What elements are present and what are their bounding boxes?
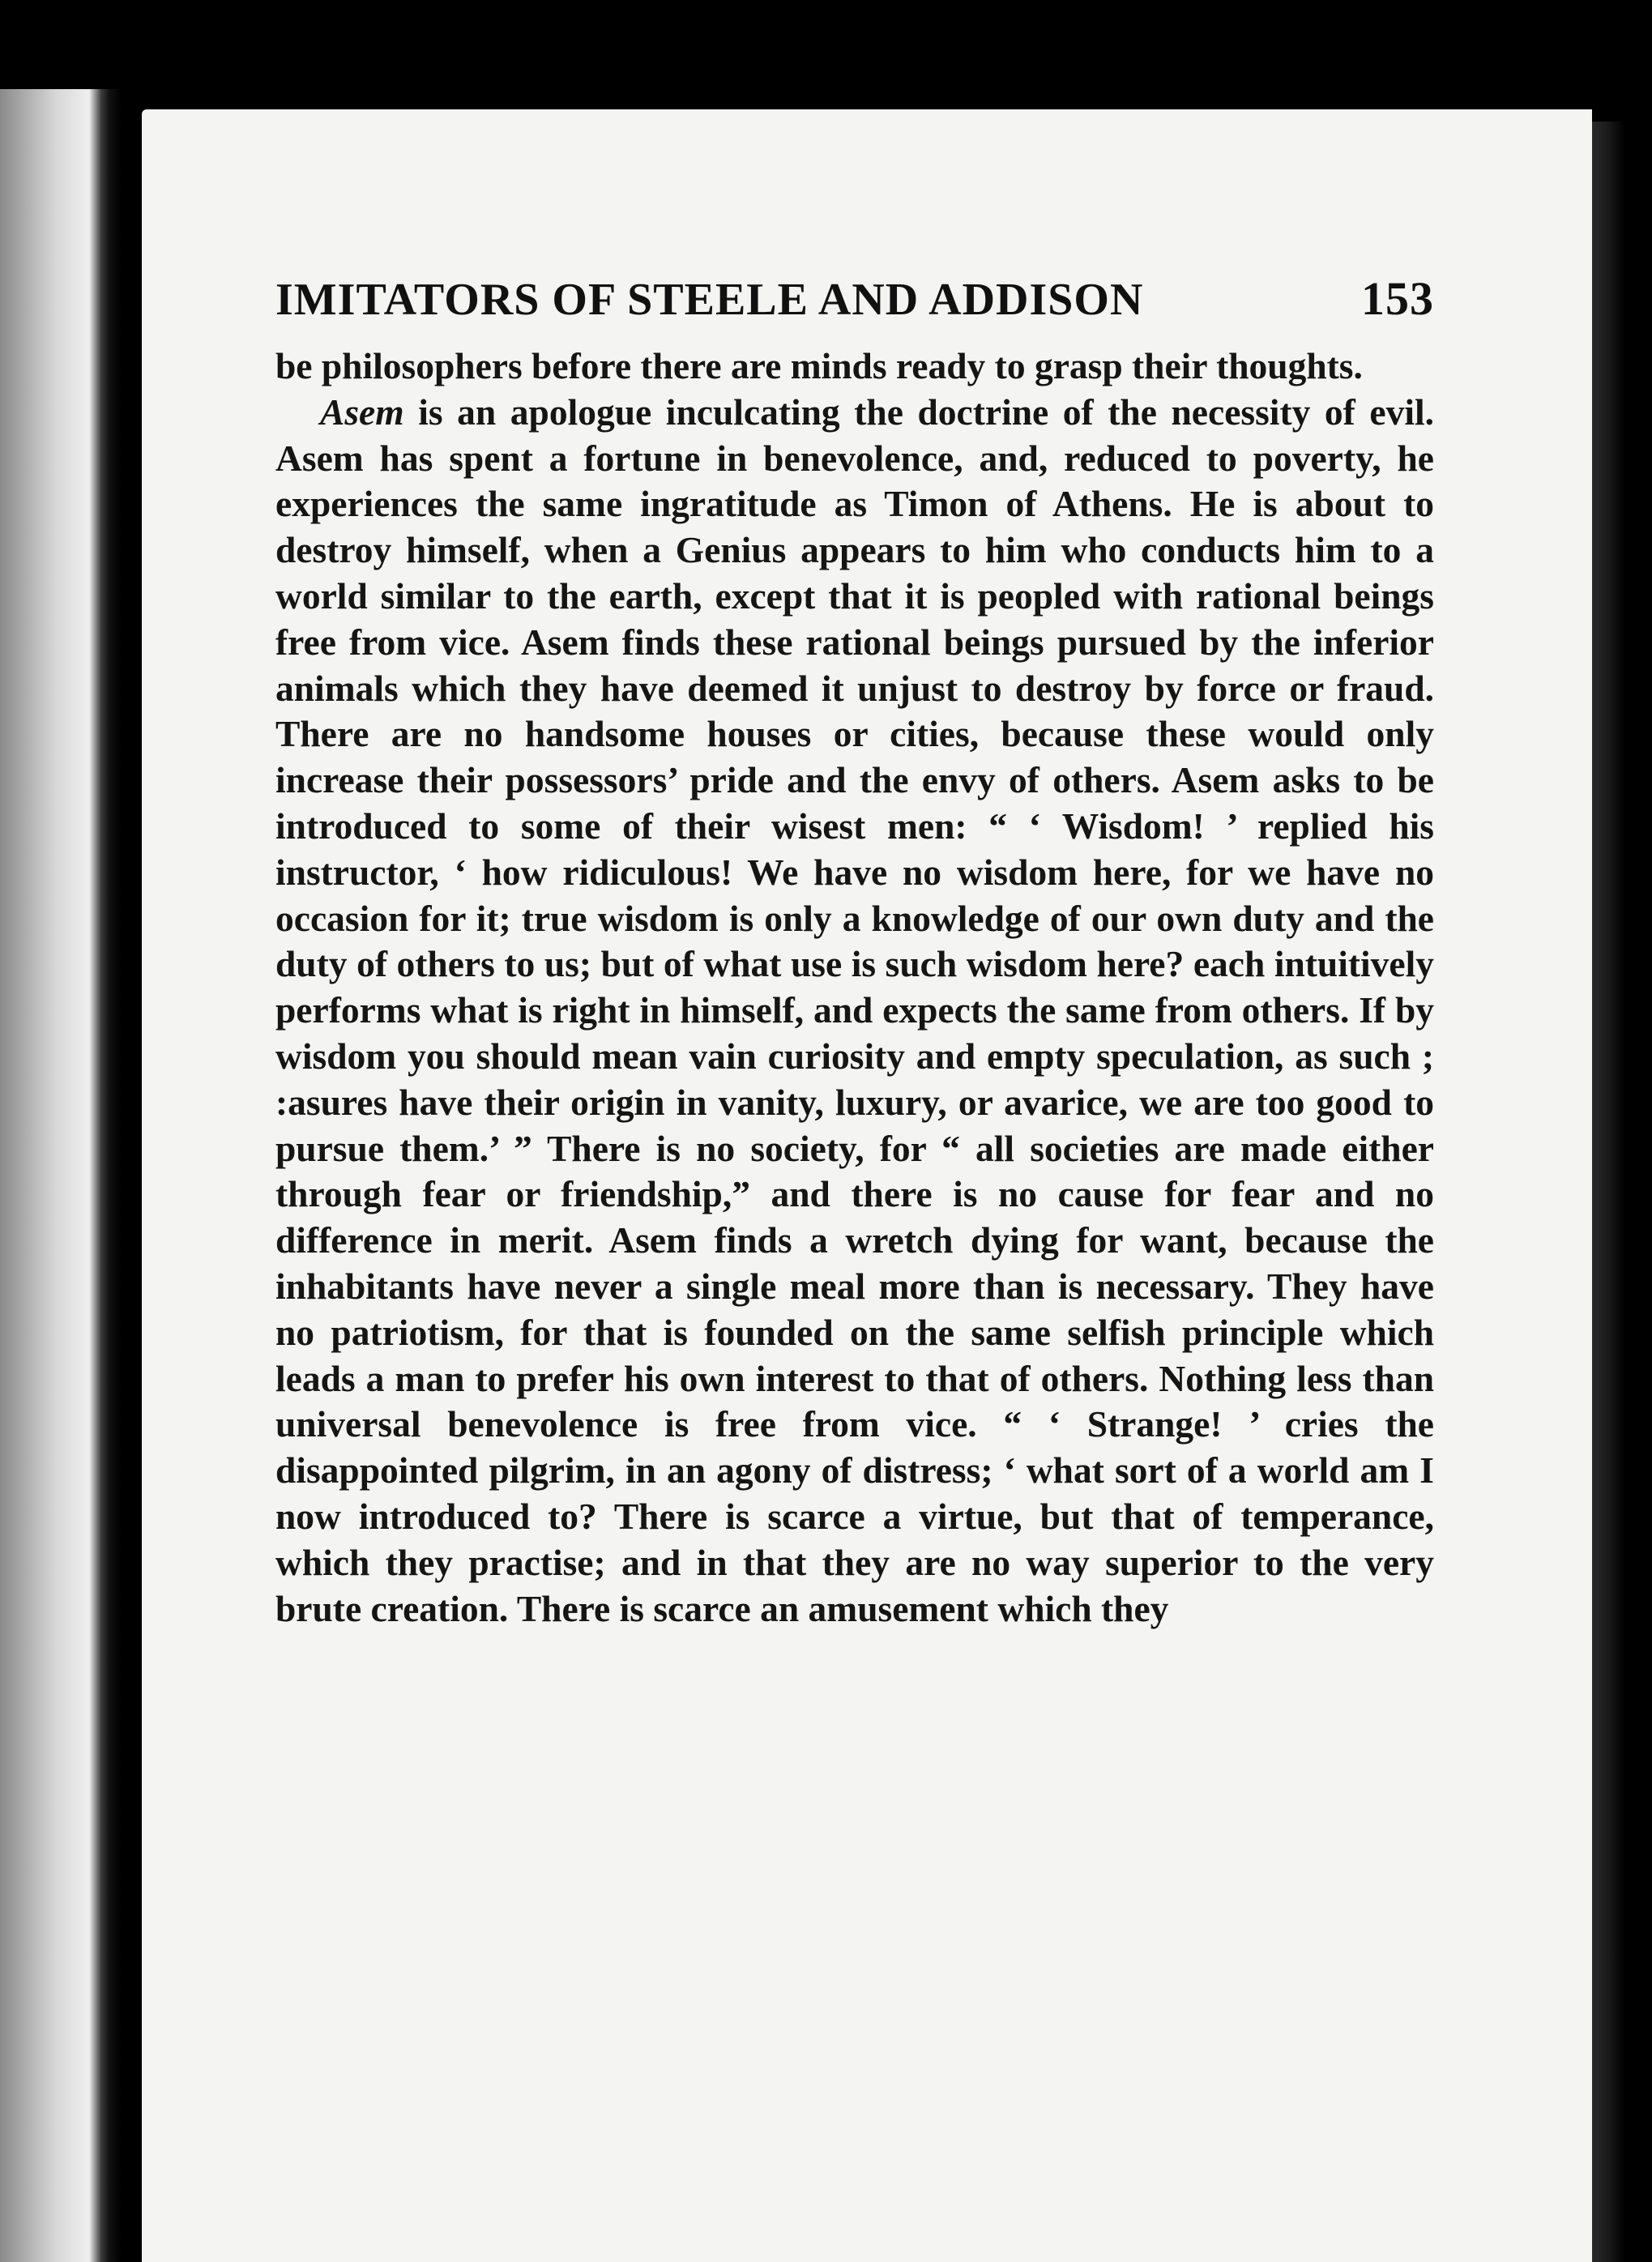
paragraph-asem xyxy=(275,390,1434,1632)
paragraph-continuation: be philosophers before there are minds ready to grasp their thoughts. xyxy=(275,345,1363,386)
page-number: 153 xyxy=(1361,272,1434,325)
book-page xyxy=(142,109,1592,2262)
page-content xyxy=(275,271,1434,1632)
scan-left-margin xyxy=(0,89,122,2262)
paragraph-asem-text: is an apologue inculcating the doctrine of the necessity of evil. Asem has spent a fortune in benevolence, and, reduced to poverty, he experiences the same ingratitude as Timon of Athens. He is about to destroy himself, when a Genius appears to him who conducts him to a world similar to the earth, except that it is peopled with rational beings free from vice. Asem finds these rational beings pursued by the inferior animals which they have deemed it unjust to destroy by force or fraud. There are no handsome houses or cities, because these would only increase their possessors’ pride and the envy of others. Asem asks to be introduced to some of their wisest men: “ ‘ Wisdom! ’ replied his instructor, ‘ how ridiculous! We have no wisdom here, for we have no occasion for it; true wisdom is only a knowledge of our own duty and the duty of others to us; but of what use is such wisdom here? each intuitively performs what is right in himself, and expects the same from others. If by wisdom you should mean vain curiosity and empty speculation, as such ; :asures have their origin in vanity, luxury, or avarice, we are too good to pursue them.’ ” There is no society, for “ all societies are made either through fear or friendship,” and there is no cause for fear and no difference in merit. Asem finds a wretch dying for want, because the inhabitants have never a single meal more than is necessary. They have no patriotism, for that is founded on the same selfish principle which leads a man to prefer his own interest to that of others. Nothing less than universal benevolence is free from vice. “ ‘ Strange! ’ cries the disappointed pilgrim, in an agony of distress; ‘ what sort of a world am I now introduced to? There is scarce a virtue, but that of temperance, which they practise; and in that they are no way superior to the very brute creation. There is scarce an amusement which they xyxy=(275,391,1434,1629)
body-text xyxy=(275,344,1434,1632)
running-head-title: IMITATORS OF STEELE AND ADDISON xyxy=(275,275,1144,325)
asem-title-italic: Asem xyxy=(320,391,404,433)
scan-right-margin xyxy=(1592,122,1652,2262)
running-head xyxy=(275,271,1434,326)
